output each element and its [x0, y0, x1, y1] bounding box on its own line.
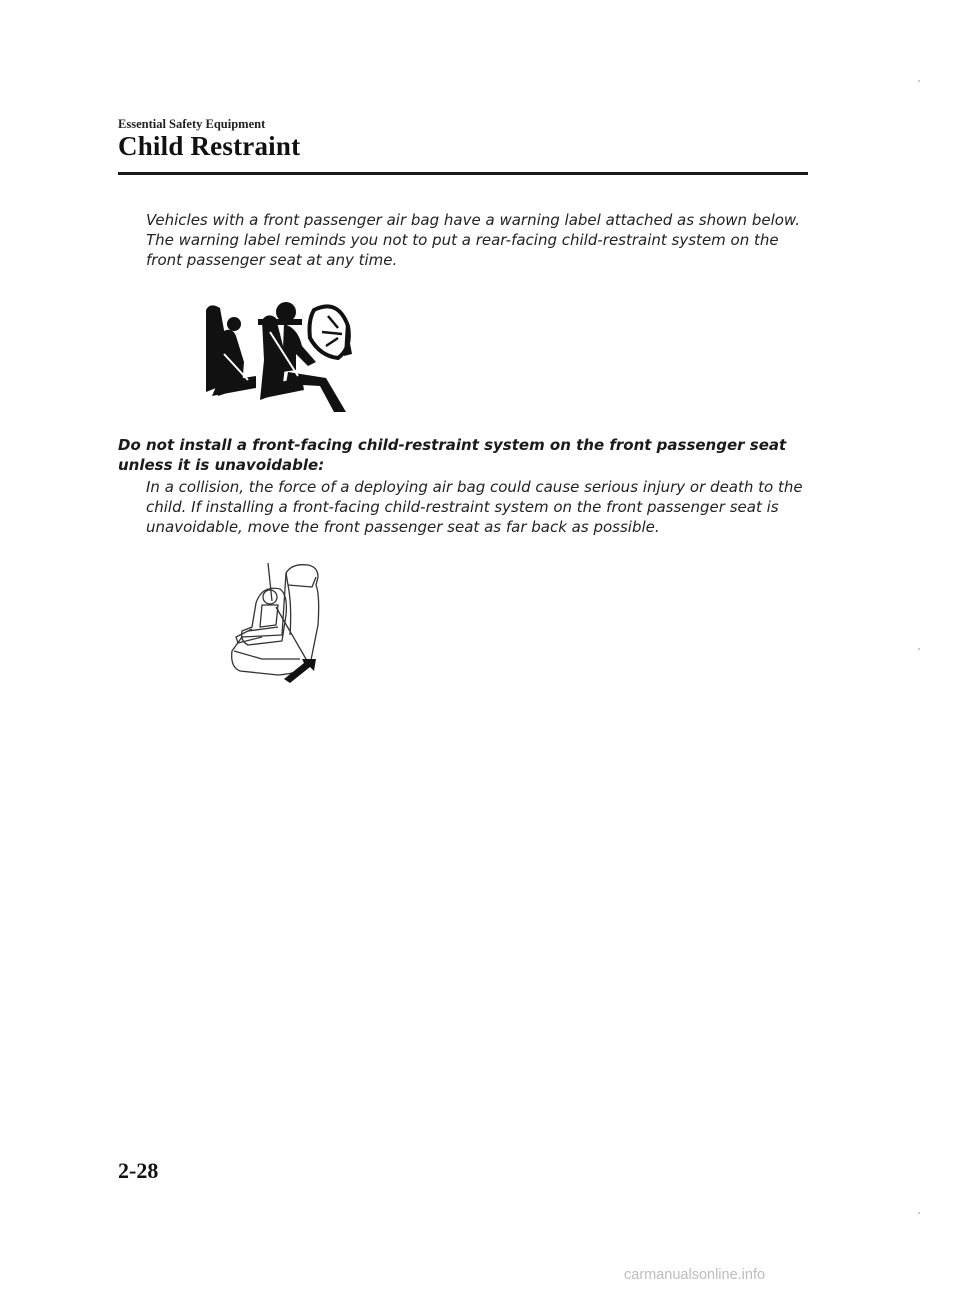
warning-paragraph: In a collision, the force of a deploying air bag could cause serious injury or death to the child. If installing a front-facing child-restraint system on the front passenger seat is unavoidable, move the front passenger seat as far back as possible. — [146, 478, 803, 536]
scan-dot — [918, 80, 920, 82]
scan-dot — [918, 648, 920, 650]
front-facing-child-seat-icon — [222, 555, 342, 683]
intro-paragraph: Vehicles with a front passenger air bag have a warning label attached as shown below. The warning label reminds you not to put a rear-facing child-restraint system on the front passenger seat at any time. — [146, 211, 800, 269]
scan-dot — [918, 1212, 920, 1214]
airbag-warning-illustration — [198, 292, 358, 412]
watermark: carmanualsonline.info — [624, 1267, 766, 1283]
section-label: Essential Safety Equipment — [118, 117, 266, 131]
child-seat-illustration — [222, 555, 342, 683]
page-number: 2-28 — [118, 1158, 159, 1183]
airbag-warning-label-icon — [198, 292, 358, 412]
header-rule — [118, 172, 808, 175]
warning-heading: Do not install a front-facing child-restraint system on the front passenger seat unless it is unavoidable: — [118, 436, 787, 474]
page-title: Child Restraint — [118, 131, 301, 161]
